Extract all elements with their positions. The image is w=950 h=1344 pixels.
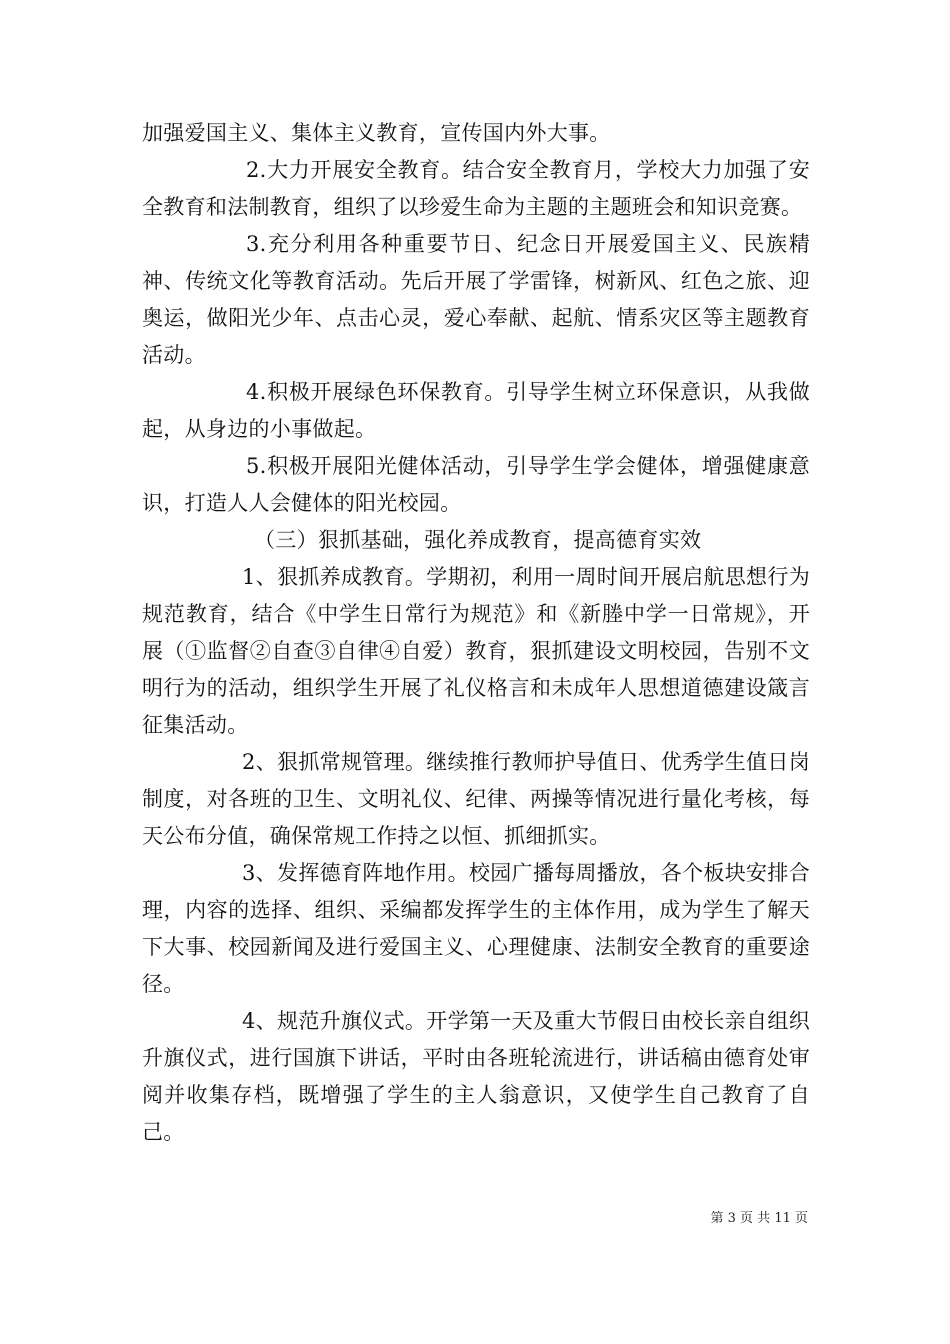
paragraph-moral-position: 3、发挥德育阵地作用。校园广播每周播放，各个板块安排合理，内容的选择、组织、采编都发挥学生的主体作用，成为学生了解天下大事、校园新闻及进行爱国主义、心理健康、法制安全教育的重要途径。 xyxy=(142,861,810,996)
document-body xyxy=(142,115,810,1151)
section-heading: （三）狠抓基础，强化养成教育，提高德育实效 xyxy=(254,528,702,552)
paragraph-habit-education: 1、狠抓养成教育。学期初，利用一周时间开展启航思想行为规范教育，结合《中学生日常行为规范》和《新塍中学一日常规》，开展（①监督②自查③自律④自爱）教育，狠抓建设文明校园，告别不文明行为的活动，组织学生开展了礼仪格言和未成年人思想道德建设箴言征集活动。 xyxy=(142,565,810,737)
paragraph-festival-education: 3.充分利用各种重要节日、纪念日开展爱国主义、民族精神、传统文化等教育活动。先后开展了学雷锋，树新风、红色之旅、迎奥运，做阳光少年、点击心灵，爱心奉献、起航、情系灾区等主题教育活动。 xyxy=(142,232,810,367)
paragraph-safety-education: 2.大力开展安全教育。结合安全教育月，学校大力加强了安全教育和法制教育，组织了以珍爱生命为主题的主题班会和知识竞赛。 xyxy=(142,158,810,219)
paragraph-flag-ceremony: 4、规范升旗仪式。开学第一天及重大节假日由校长亲自组织升旗仪式，进行国旗下讲话，平时由各班轮流进行，讲话稿由德育处审阅并收集存档，既增强了学生的主人翁意识，又使学生自己教育了自己。 xyxy=(142,1009,810,1144)
page-number: 第 3 页 共 11 页 xyxy=(710,1211,808,1226)
paragraph-green-education: 4.积极开展绿色环保教育。引导学生树立环保意识，从我做起，从身边的小事做起。 xyxy=(142,380,810,441)
paragraph-continuation: 加强爱国主义、集体主义教育，宣传国内外大事。 xyxy=(142,121,611,145)
paragraph-fitness-activity: 5.积极开展阳光健体活动，引导学生学会健体，增强健康意识，打造人人会健体的阳光校园。 xyxy=(142,454,810,515)
paragraph-routine-management: 2、狠抓常规管理。继续推行教师护导值日、优秀学生值日岗制度，对各班的卫生、文明礼仪、纪律、两操等情况进行量化考核，每天公布分值，确保常规工作持之以恒、抓细抓实。 xyxy=(142,750,810,848)
